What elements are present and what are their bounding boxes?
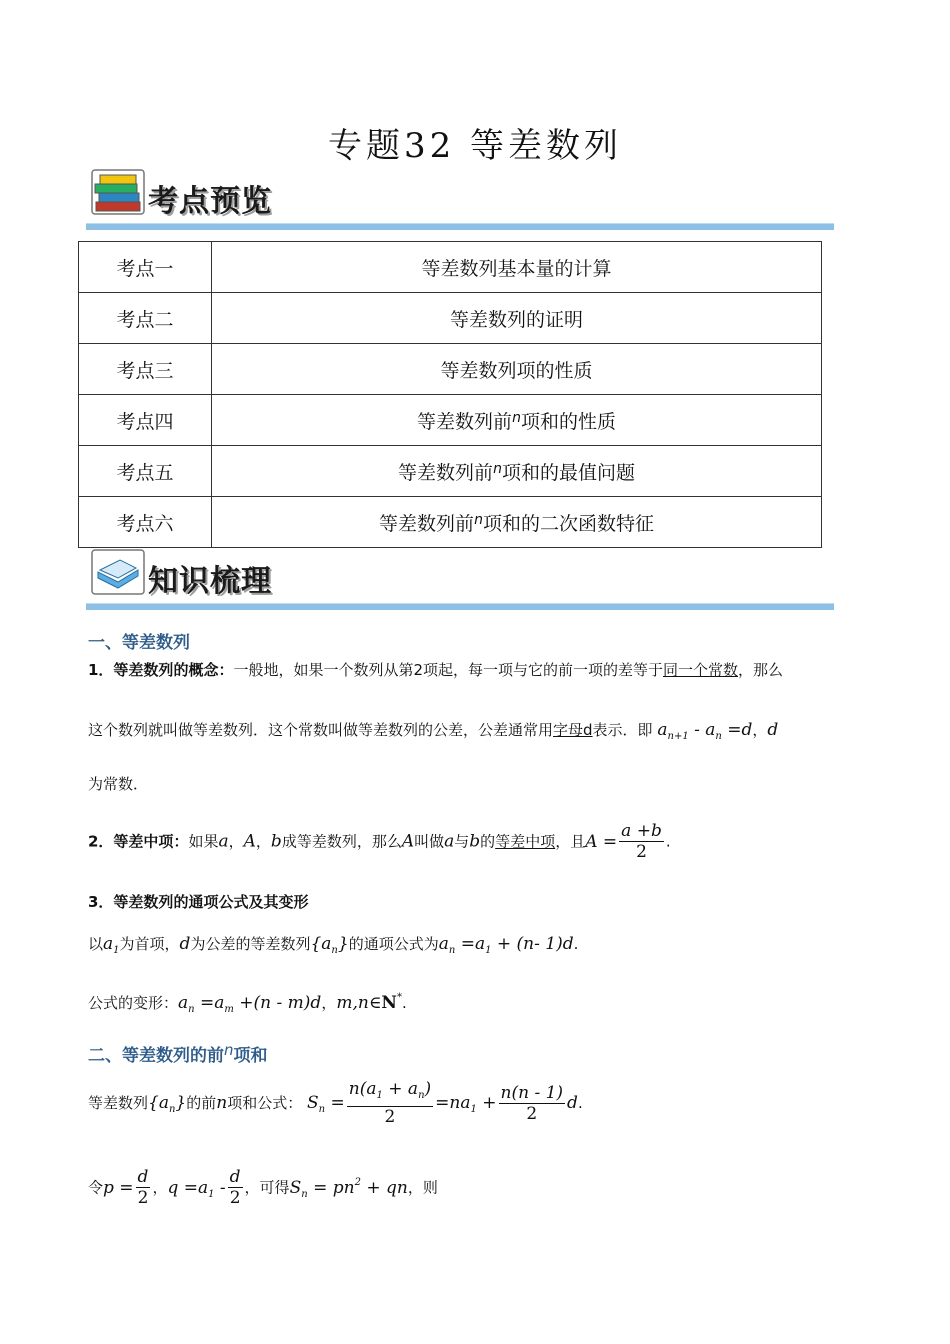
section-divider bbox=[86, 223, 834, 230]
paragraph-quadratic: 令p = $\frac{d}{2}$ ，$q =a_1$ - $\frac{d}{2}$ ，可得$S_n = pn^2$ + qn，则 bbox=[88, 1167, 438, 1208]
formula-middle-term: A = $\frac{a +b}{2}$ bbox=[585, 821, 662, 862]
topic-row bbox=[79, 242, 822, 293]
heading-partial-sum: 二、等差数列的前n项和 bbox=[88, 1041, 268, 1066]
books-icon bbox=[90, 168, 146, 216]
topics-table bbox=[78, 241, 822, 548]
section-title-knowledge: 知识梳理 bbox=[148, 564, 272, 599]
topic-title: 等差数列的证明 bbox=[212, 293, 822, 344]
topic-title: 等差数列前$^n$项和的最值问题 bbox=[212, 446, 822, 497]
paragraph-formula-variant: 公式的变形：$a_n =a_m +(n - m)d$，m,n∈N*. bbox=[88, 992, 407, 1015]
topic-row bbox=[79, 446, 822, 497]
heading-arithmetic-sequence: 一、等差数列 bbox=[88, 633, 190, 653]
topic-row bbox=[79, 395, 822, 446]
formula-general-term: $a_n =a_1 + (n-$ 1)d bbox=[438, 934, 574, 956]
formula-quadratic: $S_n = pn^2$ + qn bbox=[289, 1176, 408, 1200]
topic-row bbox=[79, 497, 822, 548]
open-book-icon bbox=[90, 548, 146, 596]
paragraph-middle-term: 2．等差中项：如果a，A，b成等差数列，那么A叫做a与b的等差中项，且A = $\frac{a +b}{2}$ . bbox=[88, 821, 671, 862]
topic-row bbox=[79, 344, 822, 395]
paragraph-definition: 1．等差数列的概念：一般地，如果一个数列从第2项起，每一项与它的前一项的差等于同一个常数，那么 bbox=[88, 661, 784, 679]
topic-row bbox=[79, 293, 822, 344]
section-banner-preview bbox=[86, 168, 834, 230]
topic-label: 考点五 bbox=[79, 446, 212, 497]
formula-variant: $a_n =a_m +(n - m)d$ bbox=[178, 993, 322, 1015]
page-title: 专题32 等差数列 bbox=[327, 126, 623, 166]
formula-difference: $a_{n+1} - a_n =d$ bbox=[657, 720, 753, 742]
section-title-preview: 考点预览 bbox=[148, 184, 272, 219]
topic-title: 等差数列项的性质 bbox=[212, 344, 822, 395]
topic-title: 等差数列前$^n$项和的性质 bbox=[212, 395, 822, 446]
topic-label: 考点三 bbox=[79, 344, 212, 395]
paragraph-sum-formula: 等差数列$\{a_n\}$的前n项和公式： $S_n$ = $\frac{n(a_1 + a_n)}{2}$ $=na_1$ + $\frac{n(n - 1)}{2}$ d. bbox=[88, 1079, 583, 1127]
topic-label: 考点六 bbox=[79, 497, 212, 548]
topic-label: 考点一 bbox=[79, 242, 212, 293]
paragraph-general-term: 以$a_1$为首项，d为公差的等差数列$\{a_n\}$的通项公式为$a_n =a_1 + (n-$ 1)d. bbox=[88, 934, 579, 956]
heading-general-term: 3．等差数列的通项公式及其变形 bbox=[88, 893, 309, 911]
section-divider bbox=[86, 603, 834, 610]
topic-label: 考点二 bbox=[79, 293, 212, 344]
formula-sum: $S_n$ = $\frac{n(a_1 + a_n)}{2}$ $=na_1$ + $\frac{n(n - 1)}{2}$ d bbox=[307, 1079, 578, 1127]
topic-title: 等差数列基本量的计算 bbox=[212, 242, 822, 293]
topic-title: 等差数列前$^n$项和的二次函数特征 bbox=[212, 497, 822, 548]
topic-label: 考点四 bbox=[79, 395, 212, 446]
paragraph-definition-cont: 这个数列就叫做等差数列．这个常数叫做等差数列的公差，公差通常用字母d表示．即 $a_{n+1} - a_n =d$，d bbox=[88, 720, 779, 742]
paragraph-constant: 为常数． bbox=[88, 775, 149, 793]
section-banner-knowledge bbox=[86, 548, 834, 610]
